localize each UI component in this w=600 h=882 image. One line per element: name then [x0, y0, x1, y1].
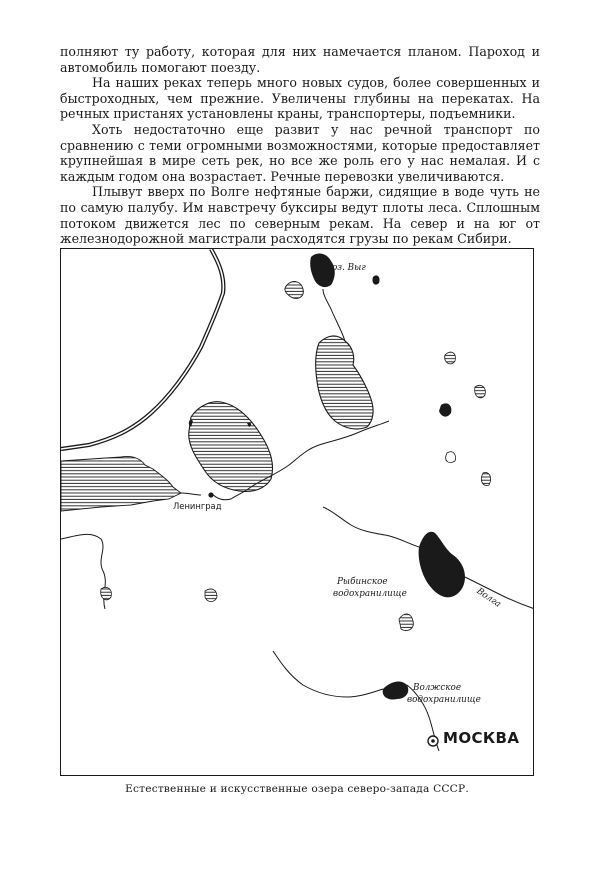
paragraph-2: На наших реках теперь много новых судов, более совершенных и быстроходных, чем прежние. Увеличены глубины на перекатах. На речных пристанях установлены краны, транспортеры, подъемники.: [60, 75, 540, 122]
small-lake-3: [481, 473, 490, 486]
figure-caption: Естественные и искусственные озера северо-запада СССР.: [125, 783, 469, 795]
moscow-marker-dot: [431, 739, 435, 743]
small-lake-5: [445, 352, 456, 364]
onega-north-arm: [323, 289, 345, 341]
small-lake-4: [446, 452, 456, 463]
label-rybinsk-1: Рыбинское: [337, 577, 388, 587]
label-volga: Волга: [474, 586, 503, 610]
label-moscow: МОСКВА: [443, 729, 520, 747]
paragraph-1: полняют ту работу, которая для них намечается планом. Пароход и автомобиль помогают поезду.: [60, 44, 540, 75]
body-text: [60, 44, 540, 247]
gulf-of-finland: [61, 456, 181, 511]
rybinsk-reservoir: [419, 532, 465, 598]
label-volzhskoe-1: Волжское: [413, 683, 462, 693]
lake-onega: [316, 336, 373, 429]
lake-ladoga: [189, 402, 273, 492]
lake-vyg-small: [372, 275, 379, 284]
leningrad-marker: [208, 492, 213, 497]
volzhskoe-reservoir: [383, 682, 409, 700]
small-lake-1: [285, 282, 303, 299]
small-lake-6: [475, 385, 486, 397]
label-volzhskoe-2: водохранилище: [407, 695, 481, 705]
label-lake-vyg: оз. Выг: [332, 263, 366, 273]
lakes-map: [60, 248, 534, 776]
label-rybinsk-2: водохранилище: [333, 589, 407, 599]
paragraph-3: Хоть недостаточно еще развит у нас речной транспорт по сравнению с теми огромными возможностями, которые предоставляет крупнейшая в мире сеть рек, но все же роль его у нас немалая. И с каждым годом она возрастает. Речные перевозки увеличиваются.: [60, 121, 540, 184]
small-lake-7: [399, 614, 413, 631]
small-lake-2: [439, 403, 451, 416]
paragraph-4: Плывут вверх по Волге нефтяные баржи, сидящие в воде чуть не по самую палубу. Им навстречу буксиры ведут плоты леса. Сплошным потоком движется лес по северным рекам. На север и на юг от железнодорожной магистрали расходятся грузы по рекам Сибири.: [60, 184, 540, 247]
small-lake-9: [101, 587, 112, 599]
small-lake-8: [205, 589, 217, 602]
label-leningrad: Ленинград: [173, 501, 222, 511]
